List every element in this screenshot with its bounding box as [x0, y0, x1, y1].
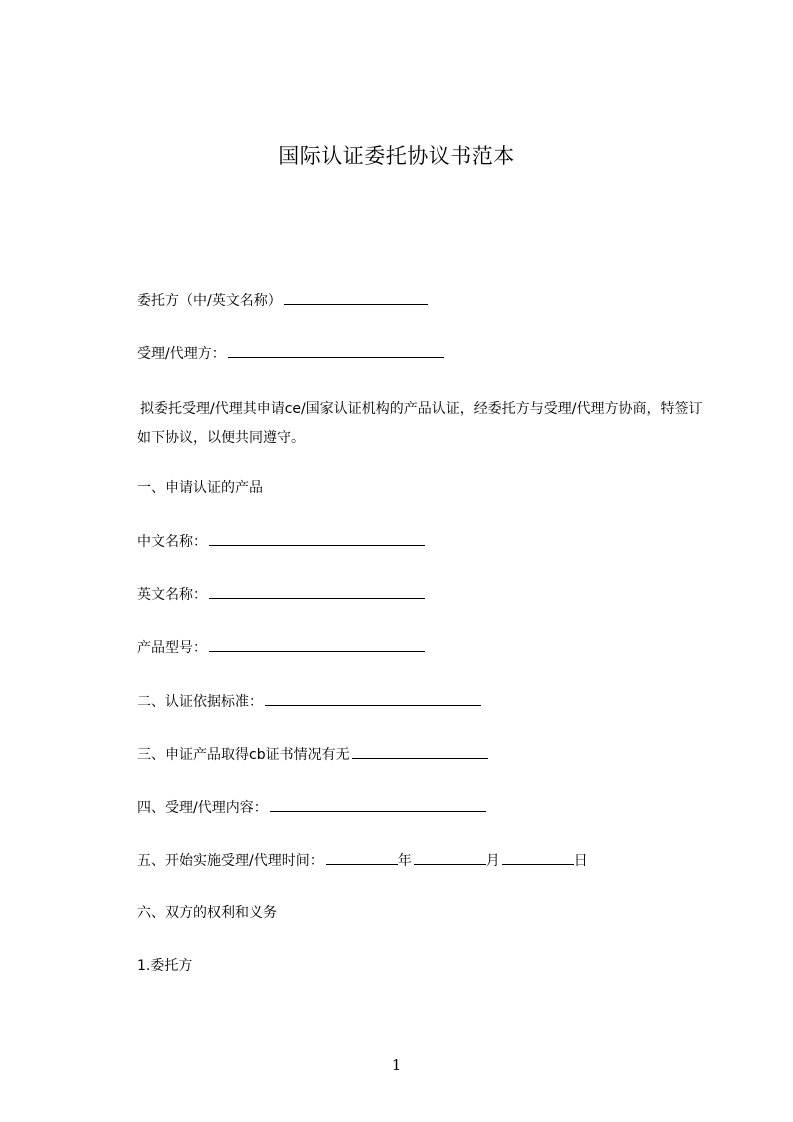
english-name-blank[interactable] [209, 584, 425, 599]
agent-field-label: 受理/代理方： [137, 346, 226, 362]
month-label: 月 [485, 853, 500, 869]
section4-blank[interactable] [270, 797, 486, 812]
client-field-blank[interactable] [284, 290, 428, 305]
section6-sub1: 1.委托方 [137, 958, 193, 974]
agent-field-row [137, 343, 444, 364]
section4-row [137, 797, 486, 818]
section5-row [137, 850, 588, 871]
day-blank[interactable] [502, 850, 574, 865]
document-title: 国际认证委托协议书范本 [278, 144, 515, 168]
intro-paragraph: 拟委托受理/代理其申请ce/国家认证机构的产品认证，经委托方与受理/代理方协商，特签订如下协议，以便共同遵守。 [137, 401, 703, 446]
english-name-row [137, 584, 425, 605]
year-label: 年 [397, 853, 412, 869]
section2-row [137, 691, 481, 712]
client-field-label: 委托方（中/英文名称） [137, 293, 282, 309]
client-field-row [137, 290, 428, 311]
section3-label: 三、申证产品取得cb证书情况有无 [137, 747, 350, 763]
section3-blank[interactable] [352, 744, 488, 759]
year-blank[interactable] [326, 850, 398, 865]
section1-heading: 一、申请认证的产品 [137, 480, 263, 496]
section2-label: 二、认证依据标准： [137, 694, 263, 710]
section4-label: 四、受理/代理内容： [137, 800, 268, 816]
page-number: 1 [391, 1056, 402, 1074]
section3-row [137, 744, 488, 765]
section5-label: 五、开始实施受理/代理时间： [137, 853, 324, 869]
model-blank[interactable] [209, 637, 425, 652]
model-label: 产品型号： [137, 640, 207, 656]
chinese-name-blank[interactable] [209, 531, 425, 546]
section6-heading: 六、双方的权利和义务 [137, 905, 277, 921]
english-name-label: 英文名称： [137, 587, 207, 603]
model-row [137, 637, 425, 658]
month-blank[interactable] [414, 850, 486, 865]
agent-field-blank[interactable] [228, 343, 444, 358]
day-label: 日 [573, 853, 588, 869]
chinese-name-label: 中文名称： [137, 534, 207, 550]
section2-blank[interactable] [265, 691, 481, 706]
chinese-name-row [137, 531, 425, 552]
